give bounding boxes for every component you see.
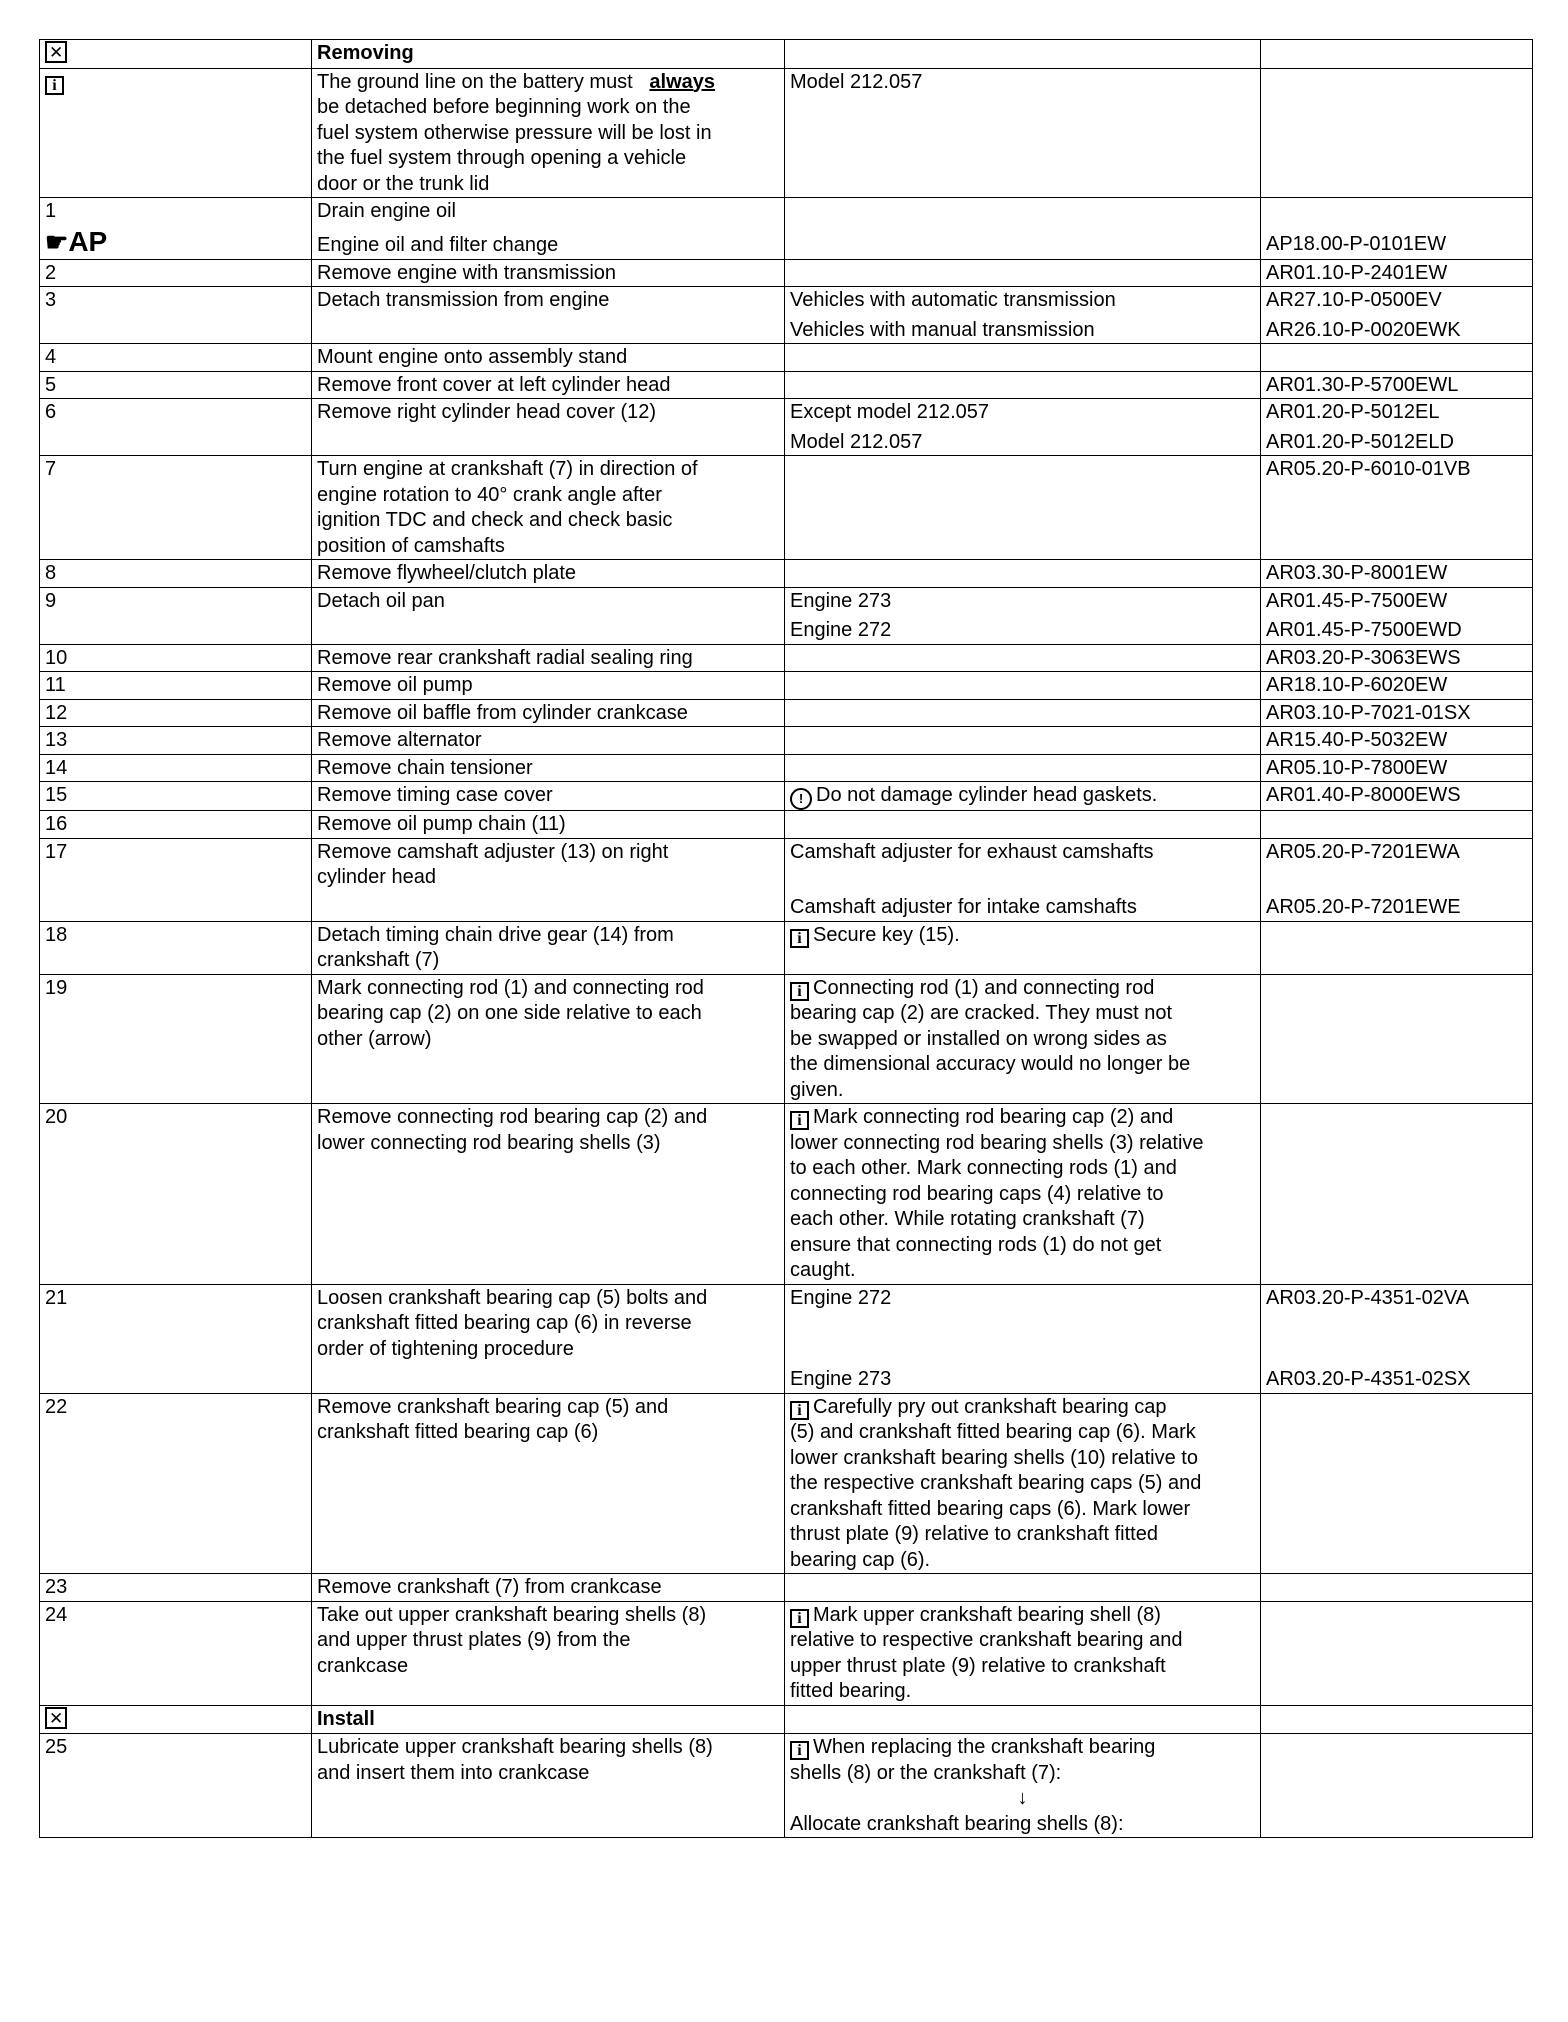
info-icon: i xyxy=(790,1609,809,1628)
table-row: 1 ☛AP Drain engine oil Engine oil and filter change AP18.00-P-0101EW xyxy=(40,198,1533,260)
table-row: 17 Remove camshaft adjuster (13) on right cylinder head Camshaft adjuster for exhaust camshafts Camshaft adjuster for intake camshafts AR05.20-P-7201EWA AR05.20-P-7201EWE xyxy=(40,838,1533,921)
table-row: 12 Remove oil baffle from cylinder crankcase AR03.10-P-7021-01SX xyxy=(40,699,1533,727)
section-icon xyxy=(45,41,67,63)
note-condition: Model 212.057 xyxy=(785,68,1261,198)
table-row: 5 Remove front cover at left cylinder head AR01.30-P-5700EWL xyxy=(40,371,1533,399)
info-icon: i xyxy=(790,982,809,1001)
note-text: The ground line on the battery must always be detached before beginning work on the fuel system otherwise pressure will be lost in the fuel system through opening a vehicle door or the trunk lid xyxy=(312,68,785,198)
table-row: 2 Remove engine with transmission AR01.10-P-2401EW xyxy=(40,259,1533,287)
info-icon: i xyxy=(790,1401,809,1420)
info-icon: i xyxy=(790,1741,809,1760)
ap-label: ☛AP xyxy=(45,225,108,257)
table-row: 8 Remove flywheel/clutch plate AR03.30-P-8001EW xyxy=(40,560,1533,588)
table-row: 15 Remove timing case cover ! Do not damage cylinder head gaskets. AR01.40-P-8000EWS xyxy=(40,782,1533,811)
table-row: 19 Mark connecting rod (1) and connecting rod bearing cap (2) on one side relative to each other (arrow) i Connecting rod (1) and connecting rod bearing cap (2) are cracked. They must not be swapped or installed on wrong sides as the dimensional accuracy would no longer be given. xyxy=(40,974,1533,1104)
table-row: 11 Remove oil pump AR18.10-P-6020EW xyxy=(40,672,1533,700)
section-title: Removing xyxy=(312,40,785,69)
table-row: 10 Remove rear crankshaft radial sealing ring AR03.20-P-3063EWS xyxy=(40,644,1533,672)
info-icon: i xyxy=(790,929,809,948)
table-row: 6 Remove right cylinder head cover (12) Except model 212.057 Model 212.057 AR01.20-P-5012EL AR01.20-P-5012ELD xyxy=(40,399,1533,456)
table-row: 24 Take out upper crankshaft bearing shells (8) and upper thrust plates (9) from the crankcase i Mark upper crankshaft bearing shell (8) relative to respective crankshaft bearing and upper thrust plate (9) relative to crankshaft fitted bearing. xyxy=(40,1601,1533,1705)
table-row: 13 Remove alternator AR15.40-P-5032EW xyxy=(40,727,1533,755)
warning-icon: ! xyxy=(790,788,812,810)
table-row: 3 Detach transmission from engine Vehicles with automatic transmission Vehicles with manual transmission AR27.10-P-0500EV AR26.10-P-0020EWK xyxy=(40,287,1533,344)
table-row: 7 Turn engine at crankshaft (7) in direction of engine rotation to 40° crank angle after ignition TDC and check and check basic position of camshafts AR05.20-P-6010-01VB xyxy=(40,456,1533,560)
section-title: Install xyxy=(312,1705,785,1734)
table-row: 23 Remove crankshaft (7) from crankcase xyxy=(40,1574,1533,1602)
info-icon: i xyxy=(790,1111,809,1130)
procedure-table xyxy=(39,39,1533,1838)
table-row: 14 Remove chain tensioner AR05.10-P-7800EW xyxy=(40,754,1533,782)
info-icon: i xyxy=(45,76,64,95)
table-row: 9 Detach oil pan Engine 273 Engine 272 AR01.45-P-7500EW AR01.45-P-7500EWD xyxy=(40,587,1533,644)
section-row-install xyxy=(40,1705,1533,1734)
table-row: 16 Remove oil pump chain (11) xyxy=(40,811,1533,839)
note-row xyxy=(40,68,1533,198)
section-icon xyxy=(45,1707,67,1729)
table-row: 22 Remove crankshaft bearing cap (5) and crankshaft fitted bearing cap (6) i Carefully pry out crankshaft bearing cap (5) and crankshaft fitted bearing cap (6). Mark lower crankshaft bearing shells (10) relative to the respective crankshaft bearing caps (5) and crankshaft fitted bearing caps (6). Mark lower thrust plate (9) relative to crankshaft fitted bearing cap (6). xyxy=(40,1393,1533,1574)
down-arrow-icon: ↓ xyxy=(1017,1787,1028,1809)
table-row: 18 Detach timing chain drive gear (14) from crankshaft (7) i Secure key (15). xyxy=(40,921,1533,974)
table-row: 20 Remove connecting rod bearing cap (2) and lower connecting rod bearing shells (3) i Mark connecting rod bearing cap (2) and lower connecting rod bearing shells (3) relative to each other. Mark connecting rods (1) and connecting rod bearing caps (4) relative to each other. While rotating crankshaft (7) ensure that connecting rods (1) do not get caught. xyxy=(40,1104,1533,1285)
section-row-removing xyxy=(40,40,1533,69)
table-row: 25 Lubricate upper crankshaft bearing shells (8) and insert them into crankcase i When replacing the crankshaft bearing shells (8) or the crankshaft (7): ↓ Allocate crankshaft bearing shells (8): xyxy=(40,1734,1533,1838)
table-row: 21 Loosen crankshaft bearing cap (5) bolts and crankshaft fitted bearing cap (6) in reverse order of tightening procedure Engine 272 Engine 273 AR03.20-P-4351-02VA AR03.20-P-4351-02SX xyxy=(40,1284,1533,1393)
hand-pointer-icon: ☛ xyxy=(45,226,69,257)
table-row: 4 Mount engine onto assembly stand xyxy=(40,344,1533,372)
